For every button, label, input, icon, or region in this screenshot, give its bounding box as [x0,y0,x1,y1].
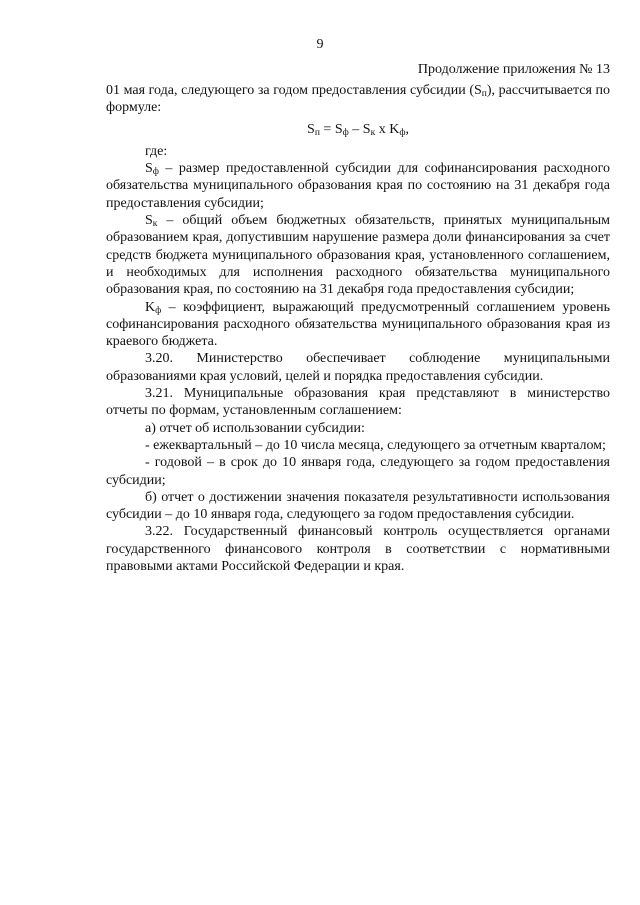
paragraph-3-22: 3.22. Государственный финансовый контроль осуществляется органами государственного финансового контроля в соответствии с нормативными правовыми актами Российской Федерации и края. [106,524,610,575]
continuation-header: Продолжение приложения № 13 [417,62,610,77]
document-body [106,82,610,575]
paragraph-a-annual: - годовой – в срок до 10 января года, следующего за годом предоставления субсидии; [106,455,610,488]
paragraph-a: а) отчет об использовании субсидии: [145,420,365,436]
paragraph-3-21: 3.21. Муниципальные образования края представляют в министерство отчеты по формам, установленным соглашением: [106,386,610,419]
where-label: где: [145,143,168,159]
definition-sk: $S_к$ – общий объем бюджетных обязательств, принятых муниципальным образованием края, допустившим нарушение размера доли финансирования за счет средств бюджета муниципального образования края, установленного соглашением, и необходимых для исполнения расходного обязательства муниципального образования края, по состоянию на 31 декабря года предоставления субсидии; [106,213,610,298]
paragraph-a-quarterly: - ежеквартальный – до 10 числа месяца, следующего за отчетным кварталом; [145,437,606,453]
paragraph-3-20: 3.20. Министерство обеспечивает соблюдение муниципальными образованиями края условий, целей и порядка предоставления субсидии. [106,351,610,384]
definition-kf: $K_ф$ – коэффициент, выражающий предусмотренный соглашением уровень софинансирования расходного обязательства муниципального образования края из краевого бюджета. [106,299,610,350]
formula: $S_п = S_ф - S_к$ х $K_ф$, [307,121,409,138]
paragraph-b: б) отчет о достижении значения показателя результативности использования субсидии – до 10 января года, следующего за годом предоставления субсидии. [106,489,610,523]
paragraph-intro: 01 мая года, следующего за годом предоставления субсидии $(S_п)$, рассчитывается по формуле: [106,83,610,116]
definition-sf: $S_ф$ – размер предоставленной субсидии для софинансирования расходного обязательства муниципального образования края по состоянию на 31 декабря года предоставления субсидии; [106,161,610,211]
page-number: 9 [316,37,324,52]
